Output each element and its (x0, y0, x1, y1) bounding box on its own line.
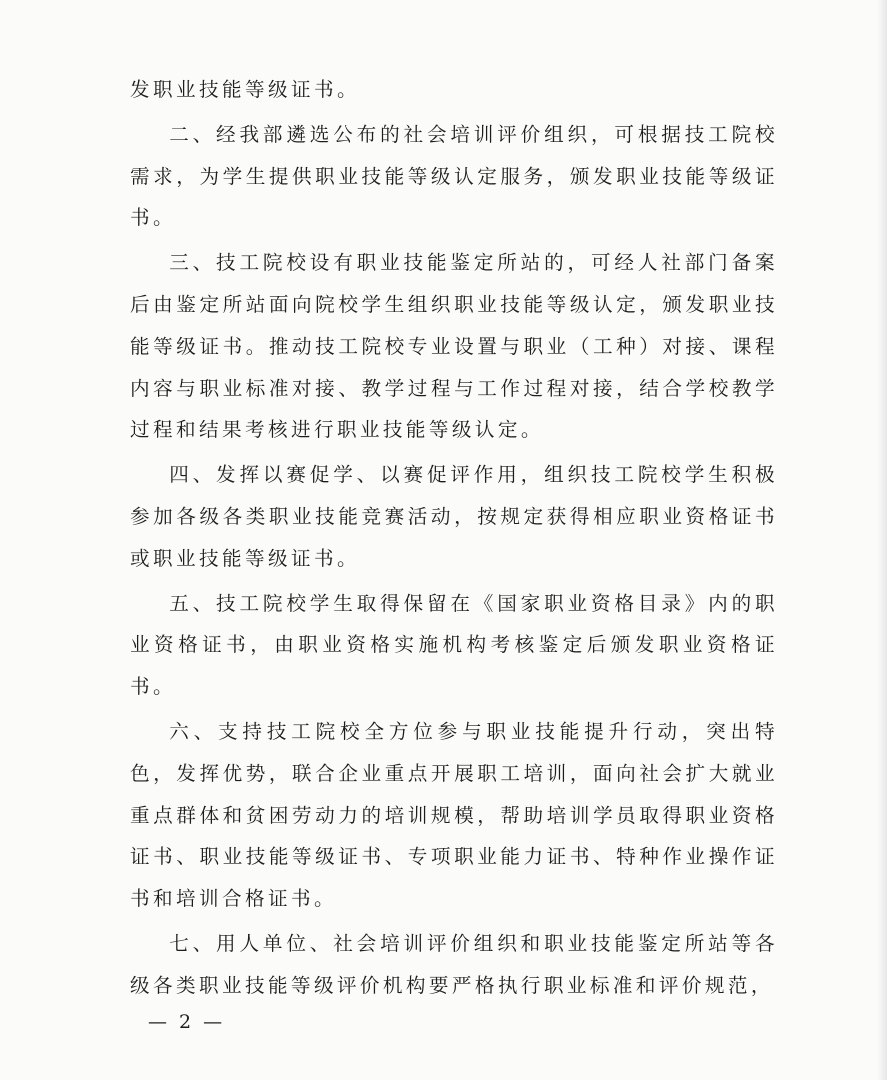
page-number: — 2 — (148, 1011, 226, 1033)
paragraph-item-7: 七、用人单位、社会培训评价组织和职业技能鉴定所站等各级各类职业技能等级评价机构要严格执行职业标准和评价规范， (130, 931, 778, 997)
paragraph-item-5: 五、技工院校学生取得保留在《国家职业资格目录》内的职业资格证书，由职业资格实施机构考核鉴定后颁发职业资格证书。 (130, 591, 778, 699)
paragraph-item-6: 六、支持技工院校全方位参与职业技能提升行动，突出特色，发挥优势，联合企业重点开展职工培训，面向社会扩大就业重点群体和贫困劳动力的培训规模，帮助培训学员取得职业资格证书、职业技能等级证书、专项职业能力证书、特种作业操作证书和培训合格证书。 (130, 719, 778, 911)
paragraph-item-2: 二、经我部遴选公布的社会培训评价组织，可根据技工院校需求，为学生提供职业技能等级认定服务，颁发职业技能等级证书。 (130, 122, 778, 230)
paragraph-continuation: 发职业技能等级证书。 (130, 78, 360, 101)
document-body (130, 69, 778, 1010)
paragraph-item-3: 三、技工院校设有职业技能鉴定所站的，可经人社部门备案后由鉴定所站面向院校学生组织职业技能等级认定，颁发职业技能等级证书。推动技工院校专业设置与职业（工种）对接、课程内容与职业标准对接、教学过程与工作过程对接，结合学校教学过程和结果考核进行职业技能等级认定。 (130, 251, 778, 442)
paragraph-item-4: 四、发挥以赛促学、以赛促评作用，组织技工院校学生积极参加各级各类职业技能竞赛活动，按规定获得相应职业资格证书或职业技能等级证书。 (130, 463, 778, 570)
